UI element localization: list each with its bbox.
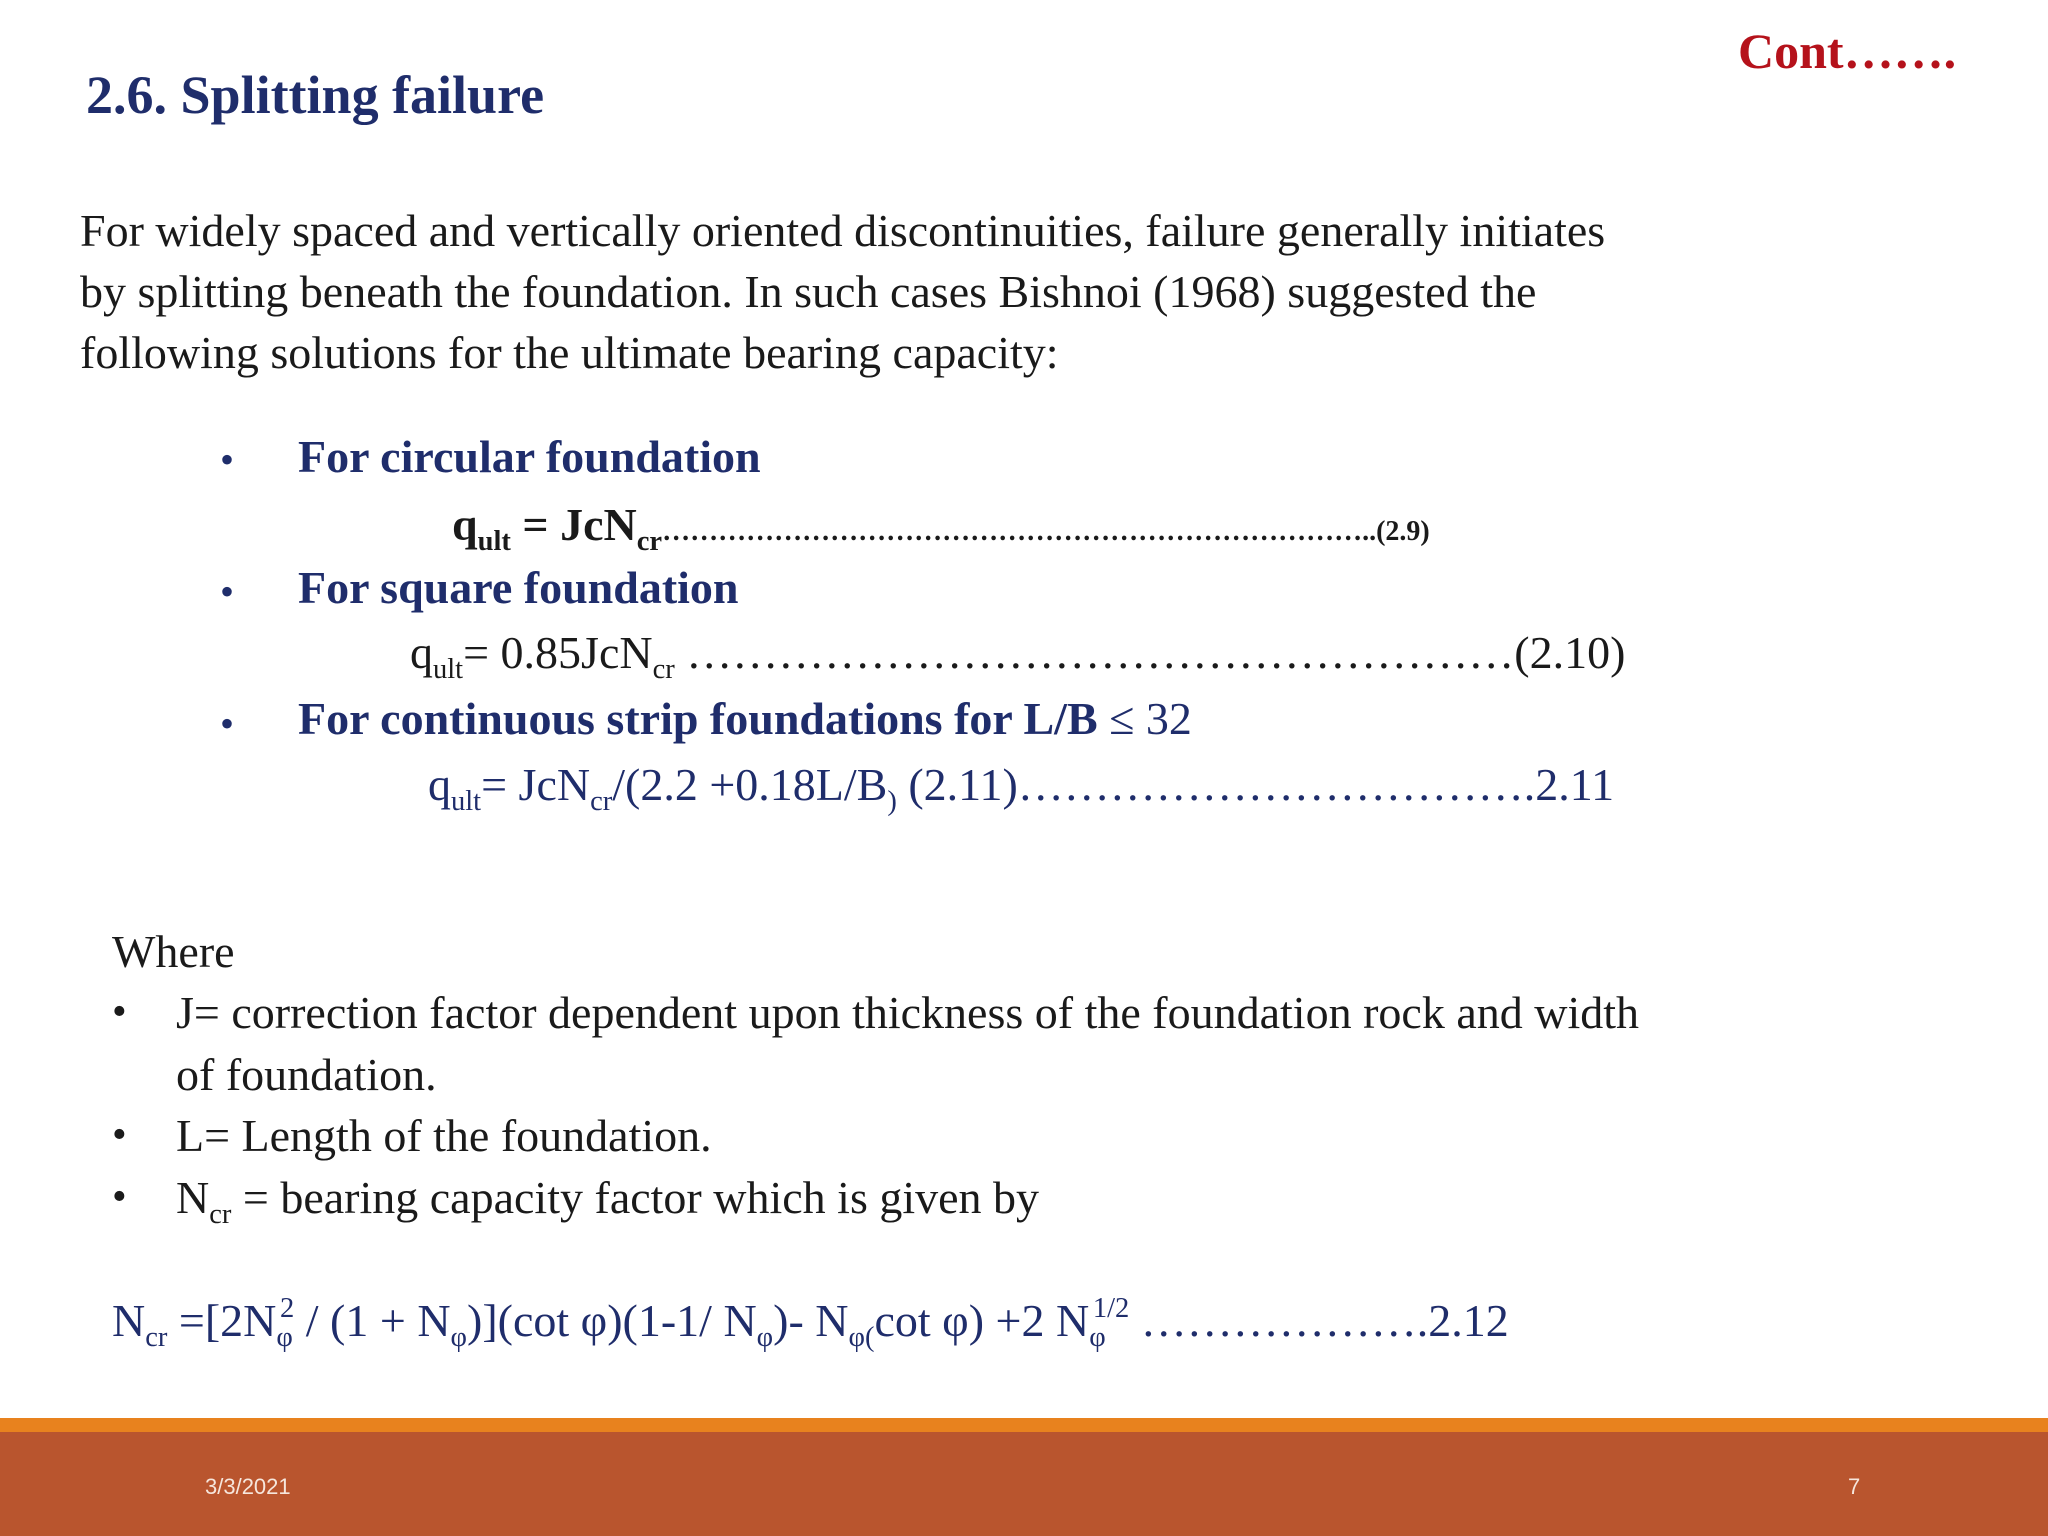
equation-2-12: $N_{cr} =[2N_\varphi^2 / (1 + N_\varphi)](\cot$ φ)(1-1/ $N_\varphi)-$ $N_{\varphi(}\cot$ φ) +2 $N_\varphi^{1/2}$ ……………….2.12 — [112, 1293, 1509, 1353]
where-bullet-1: • — [112, 989, 127, 1035]
equation-2-11: $q_{ult}= JcN_{cr}/(2.2 +0.18L/B_)$ (2.11)…………………………….2.11 — [428, 759, 1615, 817]
where-item-ncr: $N_{cr}$ = bearing capacity factor which is given by — [176, 1172, 1040, 1230]
equation-2-9: $q_{ult}$ = JcN$_{cr}$…………………………………………………………………..(2.9) — [452, 499, 1430, 557]
intro-line-3: following solutions for the ultimate bearing capacity: — [80, 327, 1059, 378]
where-bullet-3: • — [112, 1174, 127, 1220]
where-bullet-2: • — [112, 1112, 127, 1158]
heading-circular: For circular foundation — [298, 431, 761, 482]
footer-band — [0, 1432, 2048, 1536]
heading-strip: For continuous strip foundations for L/B ≤ 32 — [298, 693, 1192, 744]
where-item-j-line-2: of foundation. — [176, 1049, 437, 1100]
intro-line-2: by splitting beneath the foundation. In such cases Bishnoi (1968) suggested the — [80, 266, 1537, 317]
page-number: 7 — [1848, 1474, 1861, 1499]
where-item-l: L= Length of the foundation. — [176, 1110, 712, 1161]
where-item-j-line-1: J= correction factor dependent upon thickness of the foundation rock and width — [176, 987, 1640, 1038]
slide-title: 2.6. Splitting failure — [86, 65, 545, 125]
heading-square: For square foundation — [298, 562, 739, 613]
where-label: Where — [112, 926, 235, 977]
intro-line-1: For widely spaced and vertically oriented discontinuities, failure generally initiates — [80, 205, 1606, 256]
equation-2-10: $q_{ult}= 0.85JcN_{cr}$ ………………………………………………(2.10) — [410, 627, 1626, 685]
footer-date: 3/3/2021 — [205, 1474, 291, 1499]
bullet-circular: • — [220, 437, 235, 482]
footer-stripe — [0, 1418, 2048, 1432]
bullet-square: • — [220, 569, 235, 614]
bullet-strip: • — [220, 701, 235, 746]
cont-label: Cont……. — [1738, 23, 1957, 79]
